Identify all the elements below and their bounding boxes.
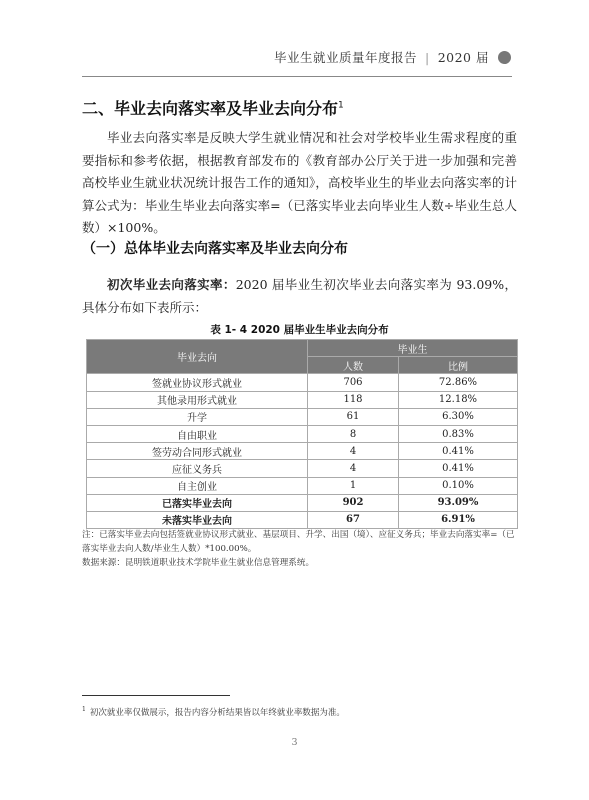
- running-header: [274, 48, 511, 66]
- table-row: [87, 443, 518, 460]
- cell-destination: 签劳动合同形式就业: [87, 443, 308, 460]
- header-separator: |: [424, 49, 430, 65]
- footnote-rule: [82, 695, 230, 696]
- cell-destination: 自主创业: [87, 477, 308, 494]
- col-header-ratio: 比例: [399, 357, 518, 374]
- cell-count: 1: [308, 477, 399, 494]
- cell-destination: 未落实毕业去向: [87, 511, 308, 528]
- cell-count: 8: [308, 425, 399, 442]
- cell-ratio: 6.30%: [399, 408, 518, 425]
- cell-ratio: 0.10%: [399, 477, 518, 494]
- header-rule: [82, 76, 512, 77]
- cell-ratio: 0.41%: [399, 460, 518, 477]
- paragraph-lead: 初次毕业去向落实率：: [107, 277, 236, 292]
- col-header-count: 人数: [308, 357, 399, 374]
- footnote-ref: 1: [338, 100, 344, 111]
- table-row: [87, 494, 518, 511]
- table-row: [87, 477, 518, 494]
- cell-count: 902: [308, 494, 399, 511]
- data-source-note: 数据来源：昆明铁道职业技术学院毕业生就业信息管理系统。: [82, 558, 315, 568]
- footnote: [82, 706, 345, 718]
- cell-destination: 已落实毕业去向: [87, 494, 308, 511]
- col-header-destination: 毕业去向: [87, 340, 308, 374]
- paragraph-body: 2020 届毕业生初次毕业去向落实率为 93.09%，具体分布如下表所示：: [82, 277, 517, 315]
- table-row: [87, 425, 518, 442]
- cell-destination: 应征义务兵: [87, 460, 308, 477]
- table-row: [87, 511, 518, 528]
- cell-destination: 其他录用形式就业: [87, 391, 308, 408]
- cell-ratio: 6.91%: [399, 511, 518, 528]
- section-paragraph: 毕业去向落实率是反映大学生就业情况和社会对学校毕业生需求程度的重要指标和参考依据，根据教育部发布的《教育部办公厅关于进一步加强和完善高校毕业生就业状况统计报告工作的通知》，高校毕业生的毕业去向落实率的计算公式为：毕业生毕业去向落实率=（已落实毕业去向毕业生人数÷毕业生总人数）×100%。: [82, 130, 517, 235]
- subsection-paragraph: [82, 274, 517, 319]
- table-row: [87, 374, 518, 391]
- cell-count: 67: [308, 511, 399, 528]
- distribution-table: [86, 339, 518, 529]
- cell-count: 706: [308, 374, 399, 391]
- cell-ratio: 12.18%: [399, 391, 518, 408]
- cell-destination: 升学: [87, 408, 308, 425]
- cell-count: 118: [308, 391, 399, 408]
- page-number: 3: [291, 737, 298, 748]
- table-caption: 表 1- 4 2020 届毕业生毕业去向分布: [210, 324, 389, 336]
- cell-ratio: 93.09%: [399, 494, 518, 511]
- subsection-heading: （一）总体毕业去向落实率及毕业去向分布: [82, 241, 348, 257]
- section-heading: [82, 96, 344, 119]
- footnote-text: 初次就业率仅做展示，报告内容分析结果皆以年终就业率数据为准。: [89, 708, 345, 718]
- table-row: [87, 408, 518, 425]
- cell-destination: 签就业协议形式就业: [87, 374, 308, 391]
- cell-ratio: 72.86%: [399, 374, 518, 391]
- header-dot-icon: [498, 51, 511, 64]
- cell-ratio: 0.41%: [399, 443, 518, 460]
- table-body: [87, 374, 518, 529]
- cell-count: 61: [308, 408, 399, 425]
- table-row: [87, 391, 518, 408]
- table-note: 注：已落实毕业去向包括签就业协议形式就业、基层项目、升学、出国（境）、应征义务兵；毕业去向落实率=（已落实毕业去向人数/毕业生人数）*100.00%。: [82, 530, 515, 554]
- table-row: [87, 460, 518, 477]
- cell-ratio: 0.83%: [399, 425, 518, 442]
- col-header-graduates: 毕业生: [308, 340, 518, 357]
- footnote-mark: 1: [82, 706, 86, 714]
- section-heading-text: 二、毕业去向落实率及毕业去向分布: [82, 99, 339, 118]
- header-title: 毕业生就业质量年度报告: [273, 50, 417, 65]
- cell-count: 4: [308, 460, 399, 477]
- cell-destination: 自由职业: [87, 425, 308, 442]
- cell-count: 4: [308, 443, 399, 460]
- header-year: 2020 届: [437, 50, 489, 65]
